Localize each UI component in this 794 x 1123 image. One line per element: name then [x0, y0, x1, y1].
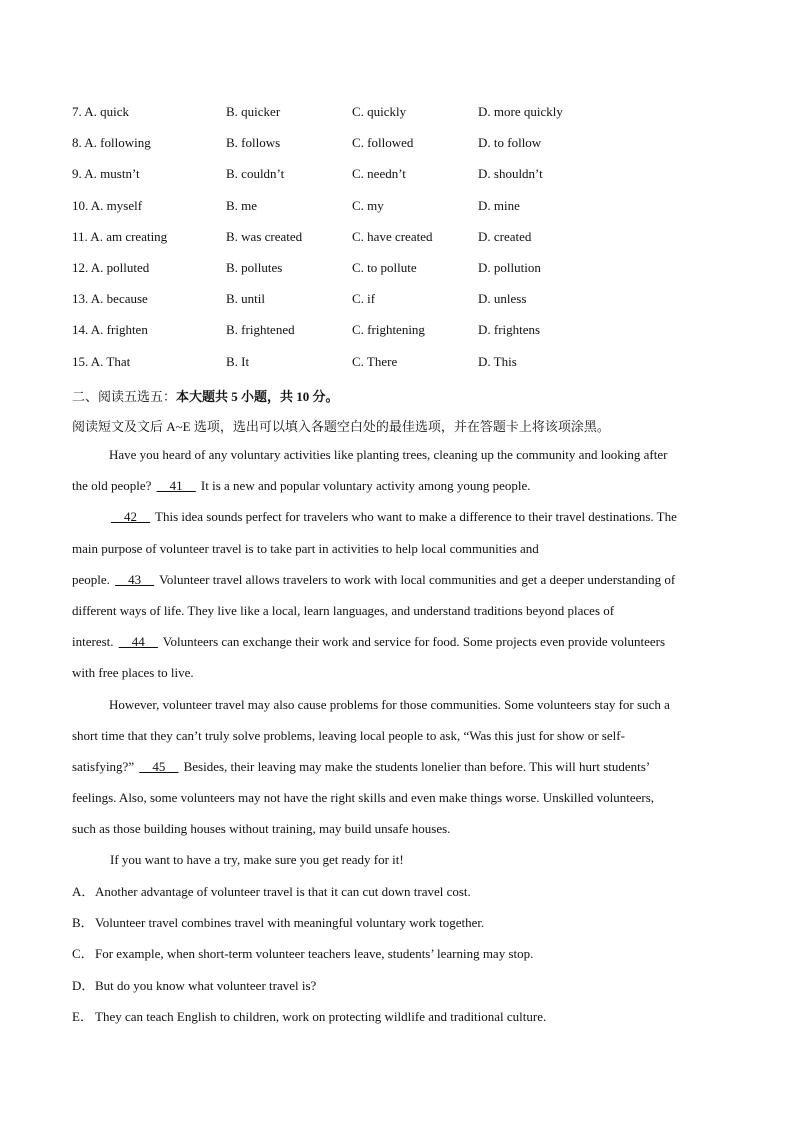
- option-a: 14. A. frighten: [72, 322, 148, 338]
- option-c: C. to pollute: [352, 259, 417, 275]
- blank-41: __41__: [156, 478, 196, 494]
- answer-choices: [72, 884, 546, 1040]
- option-b: B. quicker: [226, 104, 281, 119]
- section-prefix: 二、阅读五选五：: [72, 389, 177, 404]
- section-score: 本大题共 5 小题，共 10 分。: [176, 389, 339, 404]
- blank-45: __45__: [139, 758, 179, 774]
- option-a: 12. A. polluted: [72, 259, 150, 275]
- option-d: D. shouldn’t: [478, 166, 543, 182]
- reading-passage: [72, 447, 722, 884]
- passage-line: with free places to live.: [72, 665, 194, 681]
- blank-44: __44__: [118, 634, 158, 650]
- option-b: B. follows: [226, 135, 281, 151]
- option-d: D. unless: [478, 291, 527, 307]
- section-heading: [72, 386, 339, 405]
- option-a: 11. A. am creating: [72, 228, 168, 244]
- choice-a: A．Another advantage of volunteer travel is that it can cut down travel cost.: [72, 884, 471, 899]
- option-d: D. created: [478, 228, 532, 244]
- passage-line: feelings. Also, some volunteers may not have the right skills and even make things worse. Unskilled volunteers,: [72, 790, 655, 806]
- option-d: D. frightens: [478, 322, 541, 338]
- option-c: C. followed: [352, 135, 414, 151]
- option-b: B. me: [226, 197, 258, 213]
- passage-line: __42__ This idea sounds perfect for travelers who want to make a difference to their travel destinations. The: [111, 509, 677, 525]
- option-c: C. if: [352, 291, 376, 307]
- option-b: B. was created: [226, 228, 303, 244]
- option-c: C. have created: [352, 228, 433, 244]
- passage-line: If you want to have a try, make sure you get ready for it!: [110, 852, 404, 868]
- option-d: D. more quickly: [478, 104, 563, 119]
- option-a: 10. A. myself: [72, 197, 143, 213]
- passage-line: such as those building houses without training, may build unsafe houses.: [72, 821, 451, 837]
- passage-line: Have you heard of any voluntary activities like planting trees, cleaning up the community and looking after: [109, 447, 668, 462]
- option-d: D. pollution: [478, 259, 541, 275]
- passage-line: interest. __44__ Volunteers can exchange their work and service for food. Some projects even provide volunteers: [72, 634, 666, 650]
- option-d: D. to follow: [478, 135, 542, 151]
- option-b: B. couldn’t: [226, 166, 285, 182]
- passage-line: the old people? __41__ It is a new and popular voluntary activity among young people.: [72, 478, 531, 494]
- option-c: C. needn’t: [352, 166, 406, 182]
- passage-line: people. __43__ Volunteer travel allows travelers to work with local communities and get a deeper understanding of: [72, 571, 676, 587]
- option-c: C. quickly: [352, 104, 407, 119]
- passage-line: satisfying?” __45__ Besides, their leaving may make the students lonelier than before. This will hurt students’: [72, 758, 651, 774]
- passage-line: different ways of life. They live like a local, learn languages, and understand traditions beyond places of: [72, 602, 615, 618]
- option-c: C. frightening: [352, 322, 425, 338]
- choice-c: C．For example, when short-term volunteer teachers leave, students’ learning may stop.: [72, 946, 534, 962]
- blank-42: __42__: [111, 509, 150, 525]
- option-b: B. It: [226, 353, 250, 369]
- option-b: B. until: [226, 291, 266, 307]
- passage-line: main purpose of volunteer travel is to take part in activities to help local communities and: [72, 540, 539, 556]
- option-a: 8. A. following: [72, 135, 151, 151]
- option-c: C. There: [352, 353, 398, 369]
- choice-e: E． They can teach English to children, work on protecting wildlife and traditional culture.: [72, 1008, 547, 1024]
- option-a: 9. A. mustn’t: [72, 166, 140, 182]
- option-a: 13. A. because: [72, 291, 148, 307]
- passage-line: short time that they can’t truly solve problems, leaving local people to ask, “Was this just for show or self-: [72, 727, 625, 743]
- option-a: 15. A. That: [72, 353, 131, 369]
- option-b: B. frightened: [226, 322, 295, 338]
- choice-b: B．Volunteer travel combines travel with meaningful voluntary work together.: [72, 915, 485, 931]
- option-a: 7. A. quick: [72, 104, 130, 119]
- passage-line: However, volunteer travel may also cause problems for those communities. Some volunteers stay for such a: [109, 696, 670, 712]
- blank-43: __43__: [115, 571, 155, 587]
- option-d: D. This: [478, 353, 517, 369]
- option-c: C. my: [352, 197, 384, 213]
- option-d: D. mine: [478, 197, 520, 213]
- section-instruction: 阅读短文及文后 A~E 选项，选出可以填入各题空白处的最佳选项，并在答题卡上将该项涂黑。: [72, 419, 610, 434]
- choice-d: D．But do you know what volunteer travel is?: [72, 977, 317, 993]
- option-b: B. pollutes: [226, 259, 283, 275]
